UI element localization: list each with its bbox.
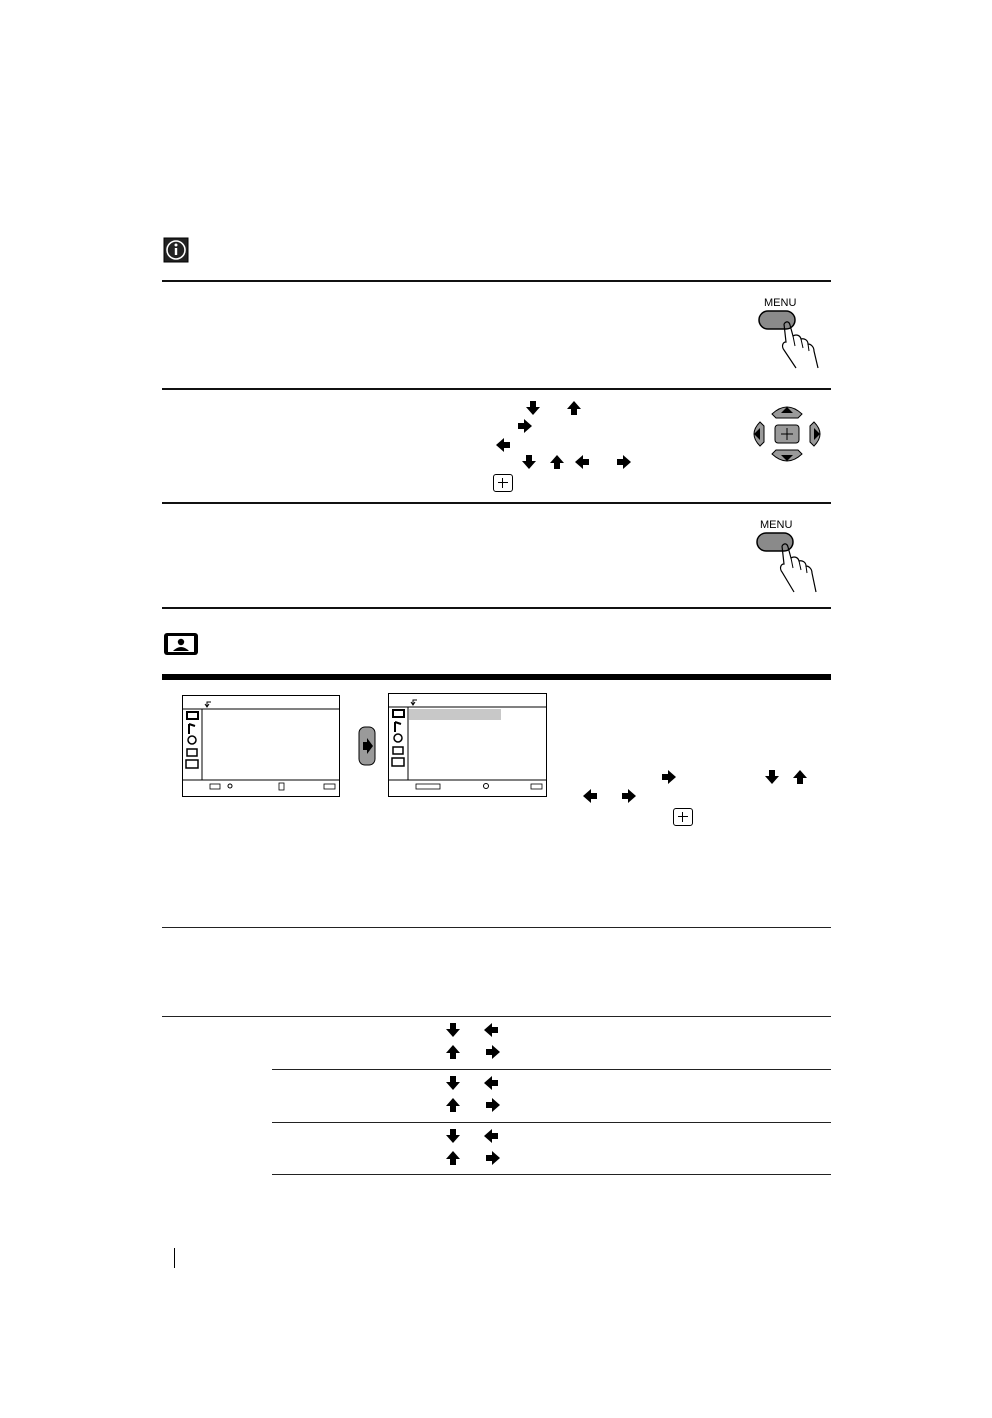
arrow-up-icon (446, 1045, 460, 1059)
arrow-right-icon (617, 455, 631, 469)
picture-adjustment-icon (163, 632, 199, 656)
divider (272, 1069, 831, 1070)
arrow-down-icon (526, 401, 540, 415)
divider (162, 388, 831, 390)
divider (162, 607, 831, 609)
arrow-down-icon (446, 1023, 460, 1037)
menu-screen-selected (388, 693, 547, 797)
divider (162, 1016, 831, 1017)
arrow-left-icon (484, 1076, 498, 1090)
arrow-left-icon (484, 1129, 498, 1143)
section-divider (162, 674, 831, 680)
arrow-right-icon (486, 1151, 500, 1165)
arrow-right-icon (486, 1045, 500, 1059)
info-icon (163, 237, 189, 263)
divider (272, 1174, 831, 1175)
arrow-down-icon (522, 455, 536, 469)
menu-button-label: MENU (760, 519, 793, 531)
arrow-up-icon (567, 401, 581, 415)
divider (162, 280, 831, 282)
arrow-up-icon (446, 1151, 460, 1165)
menu-button-label: MENU (764, 297, 797, 309)
divider (162, 502, 831, 504)
hand-pressing-menu-icon (756, 308, 826, 370)
arrow-right-icon (486, 1098, 500, 1112)
arrow-up-icon (446, 1098, 460, 1112)
hand-pressing-menu-icon (754, 530, 824, 594)
arrow-up-icon (793, 770, 807, 784)
arrow-right-icon (358, 726, 376, 766)
divider (162, 927, 831, 928)
arrow-left-icon (484, 1023, 498, 1037)
arrow-right-icon (518, 419, 532, 433)
divider (272, 1122, 831, 1123)
arrow-up-icon (550, 455, 564, 469)
arrow-left-icon (575, 455, 589, 469)
ok-button-icon (673, 808, 693, 826)
ok-button-icon (493, 474, 513, 492)
arrow-right-icon (662, 770, 676, 784)
arrow-down-icon (446, 1129, 460, 1143)
arrow-right-icon (622, 789, 636, 803)
navigation-pad-icon (748, 402, 826, 466)
arrow-left-icon (583, 789, 597, 803)
arrow-down-icon (765, 770, 779, 784)
menu-screen (182, 695, 340, 797)
page-margin-mark (174, 1248, 175, 1268)
arrow-left-icon (496, 438, 510, 452)
arrow-down-icon (446, 1076, 460, 1090)
